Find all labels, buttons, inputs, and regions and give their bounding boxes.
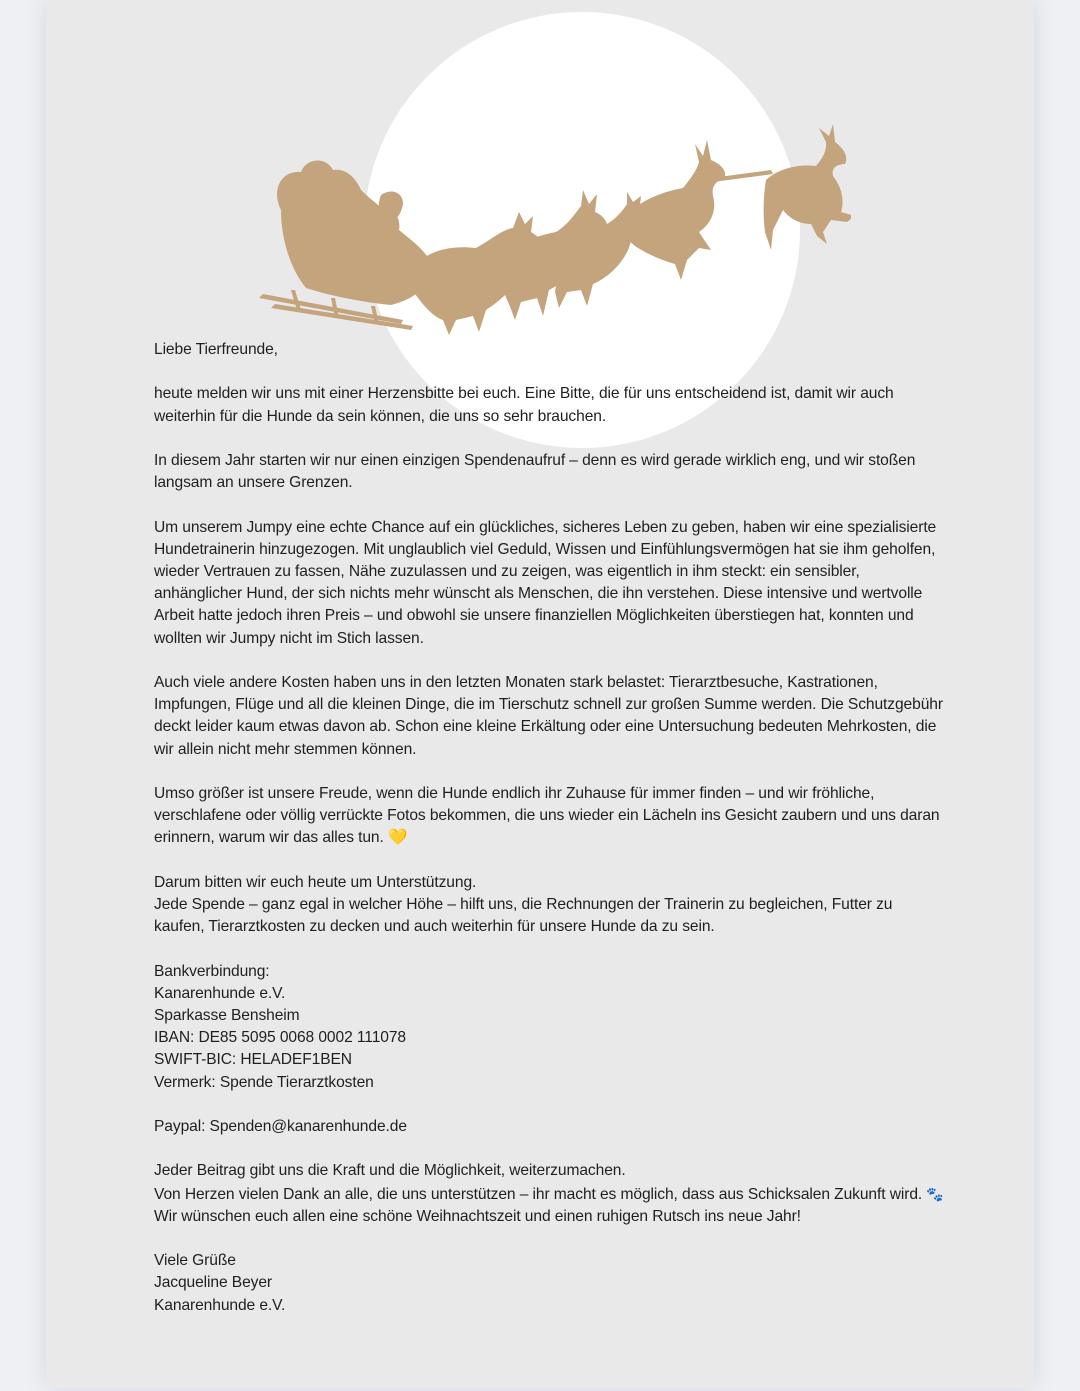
paragraph-closing xyxy=(154,1160,944,1228)
iban: IBAN: DE85 5095 0068 0002 111078 xyxy=(154,1029,406,1047)
payment-reference: Vermerk: Spende Tierarztkosten xyxy=(154,1073,374,1091)
request-line-1: Darum bitten wir euch heute um Unterstützung. xyxy=(154,873,477,891)
bank-heading: Bankverbindung: xyxy=(154,962,270,980)
bank-details xyxy=(154,961,944,1094)
closing-line-3: Wir wünschen euch allen eine schöne Weihnachtszeit und einen ruhigen Rutsch ins neue Jahr! xyxy=(154,1207,801,1225)
paragraph-appeal: In diesem Jahr starten wir nur einen einzigen Spendenaufruf – denn es wird gerade wirklich eng, und wir stoßen langsam an unsere Grenzen. xyxy=(154,451,916,492)
paragraph-joy-text: Umso größer ist unsere Freude, wenn die Hunde endlich ihr Zuhause für immer finden – und wir fröhliche, verschlafene oder völlig verrückte Fotos bekommen, die uns wieder ein Lächeln ins Gesicht zaubern und uns daran erinnern, warum wir das alles tun. xyxy=(154,784,940,847)
closing-line-1: Jeder Beitrag gibt uns die Kraft und die Möglichkeit, weiterzumachen. xyxy=(154,1162,626,1180)
closing-line-2 xyxy=(154,1183,944,1206)
paragraph-joy xyxy=(154,783,944,850)
signature xyxy=(154,1250,944,1317)
paw-prints-icon: 🐾 xyxy=(926,1185,944,1202)
paragraph-jumpy: Um unserem Jumpy eine echte Chance auf ein glückliches, sicheres Leben zu geben, haben wir eine spezialisierte Hundetrainerin hinzugezogen. Mit unglaublich viel Geduld, Wissen und Einfühlungsvermögen hat sie ihm geholfen, wieder Vertrauen zu fassen, Nähe zuzulassen und zu zeigen, was eigentlich in ihm steckt: ein sensibler, anhänglicher Hund, der sich nichts mehr wünscht als Menschen, die ihn verstehen. Diese intensive und wertvolle Arbeit hatte jedoch ihren Preis – und obwohl sie unsere finanziellen Möglichkeiten überstiegen hat, konnten und wollten wir Jumpy nicht im Stich lassen. xyxy=(154,518,937,647)
signoff: Viele Grüße xyxy=(154,1252,236,1270)
account-holder: Kanarenhunde e.V. xyxy=(154,984,286,1002)
bank-name: Sparkasse Bensheim xyxy=(154,1006,300,1024)
closing-line-2-text: Von Herzen vielen Dank an alle, die uns unterstützen – ihr macht es möglich, dass aus Schicksalen Zukunft wird. xyxy=(154,1185,923,1203)
paragraph-request xyxy=(154,872,944,939)
sleigh-runner xyxy=(271,304,413,330)
letter-body xyxy=(154,339,944,1339)
request-line-2: Jede Spende – ganz egal in welcher Höhe – hilft uns, die Rechnungen der Trainerin zu begleichen, Futter zu kaufen, Tierarztkosten zu decken und auch weiterhin für unsere Hunde da zu sein. xyxy=(154,895,893,936)
swift-bic: SWIFT-BIC: HELADEF1BEN xyxy=(154,1051,352,1069)
santa-sleigh-reindeer-illustration xyxy=(251,120,851,340)
paypal-line: Paypal: Spenden@kanarenhunde.de xyxy=(154,1117,407,1135)
signer-name: Jacqueline Beyer xyxy=(154,1274,273,1292)
yellow-heart-icon: 💛 xyxy=(387,829,408,847)
letter-page xyxy=(46,0,1034,1388)
greeting: Liebe Tierfreunde, xyxy=(154,341,278,358)
reindeer xyxy=(764,124,851,250)
paragraph-costs: Auch viele andere Kosten haben uns in den letzten Monaten stark belastet: Tierarztbesuche, Kastrationen, Impfungen, Flüge und all die kleinen Dinge, die im Tierschutz schnell zur großen Summe werden. Die Schutzgebühr deckt leider kaum etwas davon ab. Schon eine kleine Erkältung oder eine Untersuchung bedeuten Mehrkosten, die wir allein nicht mehr stemmen können. xyxy=(154,673,943,758)
santa xyxy=(379,192,403,224)
organization-name: Kanarenhunde e.V. xyxy=(154,1296,286,1314)
paragraph-intro: heute melden wir uns mit einer Herzensbitte bei euch. Eine Bitte, die für uns entscheidend ist, damit wir auch weiterhin für die Hunde da sein können, die uns so sehr brauchen. xyxy=(154,385,894,425)
reindeer xyxy=(621,140,725,280)
